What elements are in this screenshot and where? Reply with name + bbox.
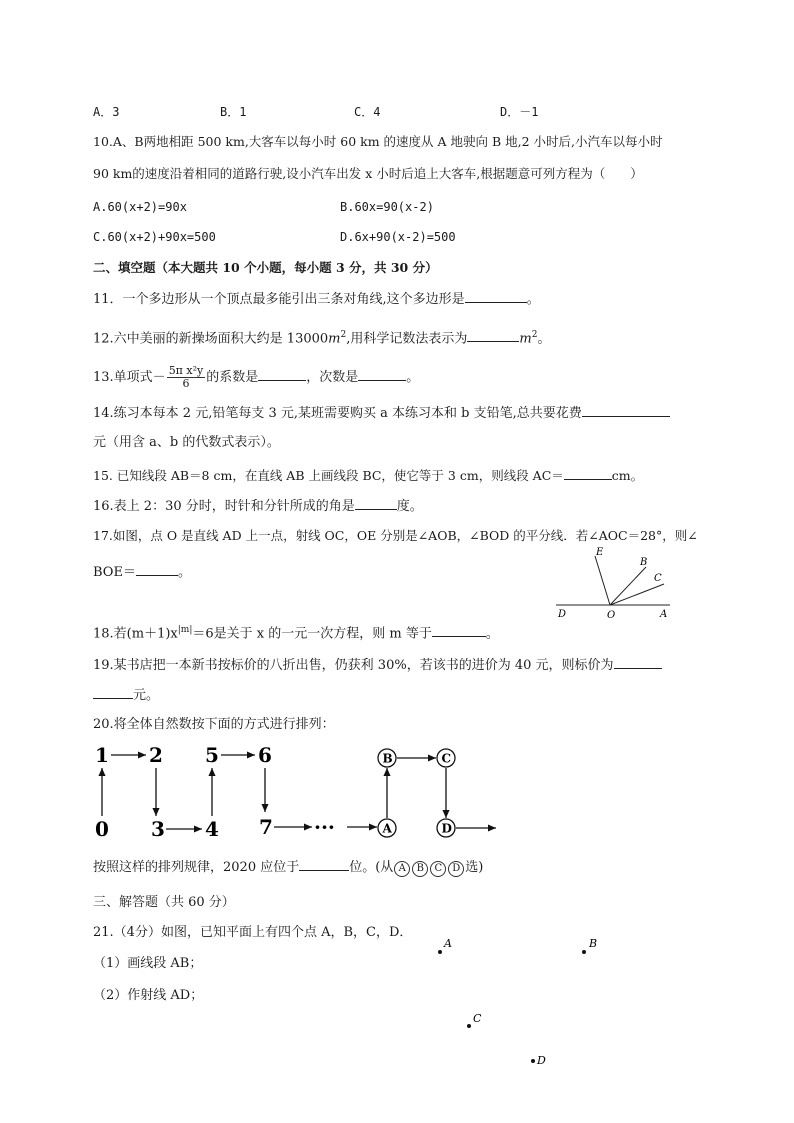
section-3-title: 三、解答题（共 60 分） (93, 895, 235, 910)
q15 (93, 467, 643, 484)
q21-intro: 21.（4分）如图，已知平面上有四个点 A，B，C，D． (93, 925, 413, 940)
q18-exponent: |m| (177, 625, 193, 635)
q18-blank (432, 624, 486, 637)
seq-number-5: 5 (205, 743, 219, 767)
q11-text: 11．一个多边形从一个顶点最多能引出三条对角线,这个多边形是 (93, 292, 465, 307)
q9-option-a: A．3 (93, 105, 120, 119)
q16 (93, 497, 423, 515)
label-a: A (660, 609, 668, 620)
q14-text: 14.练习本每本 2 元,铅笔每支 3 元,某班需要购买 a 本练习本和 b 支铅笔,总共要花费 (93, 406, 582, 421)
choice-a: A (394, 861, 410, 877)
q13-text-a: 13.单项式－ (93, 370, 166, 385)
label-c: C (654, 573, 662, 584)
q10-option-b: B.60x=90(x-2) (340, 200, 434, 214)
q20-question-text-a: 按照这样的排列规律，2020 应位于 (93, 860, 300, 875)
q21-item-2: （2）作射线 AD； (93, 988, 204, 1003)
q20-intro: 20.将全体自然数按下面的方式进行排列： (93, 717, 335, 732)
point-b (582, 950, 586, 954)
q12-text-a: 12.六中美丽的新操场面积大约是 13000 (93, 331, 329, 347)
point-a-label: A (444, 937, 452, 950)
q14-line-1 (93, 404, 670, 422)
circle-b-letter: B (382, 751, 393, 766)
q13 (93, 364, 419, 392)
seq-number-7: 7 (259, 815, 273, 839)
point-c-label: C (473, 1012, 482, 1025)
q13-text-c: ，次数是 (306, 370, 359, 385)
point-d-label: D (537, 1054, 546, 1067)
q20-question-text-b: 位。(从 (349, 860, 394, 875)
q15-blank (564, 467, 612, 480)
q19-text: 19.某书店把一本新书按标价的八折出售，仍获利 30%，若该书的进价为 40 元，则标价为 (93, 658, 614, 673)
q11 (93, 290, 540, 308)
q18 (93, 622, 499, 642)
q11-blank (465, 290, 527, 303)
label-b: B (640, 557, 648, 568)
circle-d-letter: D (441, 821, 452, 836)
q9-option-b: B．1 (220, 105, 247, 119)
q10-option-d: D.6x+90(x-2)=500 (340, 230, 456, 244)
q14-line-2: 元（用含 a、b 的代数式表示）。 (93, 435, 280, 450)
q17-end: 。 (177, 565, 191, 580)
q9-option-d: D．－1 (500, 105, 539, 119)
q12-unit-1: m (328, 331, 341, 347)
q17-line-2 (93, 563, 191, 581)
q16-end: 度。 (396, 499, 423, 514)
q18-text-b: ＝6是关于 x 的一元一次方程，则 m 等于 (192, 626, 432, 642)
q16-text: 16.表上 2：30 分时，时针和分针所成的角是 (93, 499, 355, 514)
seq-ellipsis: ··· (314, 815, 335, 839)
choice-c: C (430, 861, 446, 877)
q19-end: 元。 (133, 688, 160, 703)
q14-blank (582, 404, 670, 417)
q17-line-1: 17.如图，点 O 是直线 AD 上一点，射线 OC，OE 分别是∠AOB，∠BOD 的平分线．若∠AOC＝28°，则∠ (93, 528, 698, 543)
q16-blank (355, 497, 397, 510)
seq-number-1: 1 (95, 743, 109, 767)
label-e: E (596, 547, 604, 558)
q10-option-c: C.60(x+2)+90x=500 (93, 230, 216, 244)
q21-points-figure (430, 930, 630, 1075)
q9-option-c: C．4 (354, 105, 381, 119)
seq-number-4: 4 (205, 817, 219, 841)
q15-end: cm。 (611, 468, 644, 483)
label-d: D (558, 609, 567, 620)
seq-number-6: 6 (258, 743, 272, 767)
q17-blank (136, 563, 178, 576)
choice-b: B (412, 861, 428, 877)
circle-a-letter: A (382, 821, 392, 836)
q19-blank-1 (614, 656, 662, 669)
q15-text: 15. 已知线段 AB＝8 cm，在直线 AB 上画线段 BC，使它等于 3 cm，则线段 AC＝ (93, 468, 564, 483)
q10-line-2: 90 km的速度沿着相同的道路行驶,设小汽车出发 x 小时后追上大客车,根据题意可列方程为（ ） (93, 166, 643, 181)
ray-oe (595, 556, 610, 605)
q19-blank-2 (93, 686, 133, 699)
ray-ob (610, 567, 646, 605)
q12-blank (467, 329, 519, 342)
q12-end: 。 (537, 331, 551, 347)
q20-sequence-figure (88, 738, 508, 843)
point-d (531, 1059, 535, 1063)
section-2-title: 二、填空题（本大题共 10 个小题，每小题 3 分，共 30 分） (93, 260, 438, 275)
seq-number-0: 0 (95, 817, 109, 841)
q12: 12.六中美丽的新操场面积大约是 $13000m^2$,用科学记数法表示为 $m^2$。 (93, 330, 551, 347)
q11-end: 。 (526, 292, 540, 307)
seq-number-2: 2 (149, 743, 163, 767)
q12-unit-2: m (519, 331, 532, 347)
seq-number-3: 3 (151, 817, 165, 841)
q13-fraction-den: 6 (182, 377, 190, 390)
circle-c-letter: C (441, 751, 452, 766)
q13-fraction (167, 365, 206, 390)
q19-line-1 (93, 656, 662, 674)
q17-angle-figure (550, 545, 680, 620)
q13-blank-2 (358, 368, 406, 381)
point-c (467, 1024, 471, 1028)
q13-blank-1 (258, 368, 306, 381)
q20-question (93, 858, 483, 877)
q19-line-2 (93, 686, 159, 704)
q10-option-a: A.60(x+2)=90x (93, 200, 187, 214)
q18-end: 。 (485, 626, 499, 642)
q18-text-a: 18.若(m＋1)x (93, 626, 178, 642)
q13-text-b: 的系数是 (206, 370, 259, 385)
q10-line-1: 10.A、B两地相距 500 km,大客车以每小时 60 km 的速度从 A 地驶向 B 地,2 小时后,小汽车以每小时 (93, 134, 663, 149)
q12-text-b: ,用科学记数法表示为 (346, 331, 468, 347)
point-b-label: B (589, 937, 598, 950)
q13-fraction-num: 5π x²y (168, 364, 204, 377)
label-o: O (607, 610, 616, 620)
point-a (438, 950, 442, 954)
q20-question-end: 选) (465, 860, 484, 875)
q17-text: BOE＝ (93, 565, 136, 580)
ray-oc (610, 584, 664, 605)
q21-item-1: （1）画线段 AB； (93, 956, 203, 971)
choice-d: D (448, 861, 464, 877)
q20-blank (299, 858, 349, 871)
q13-end: 。 (406, 370, 420, 385)
